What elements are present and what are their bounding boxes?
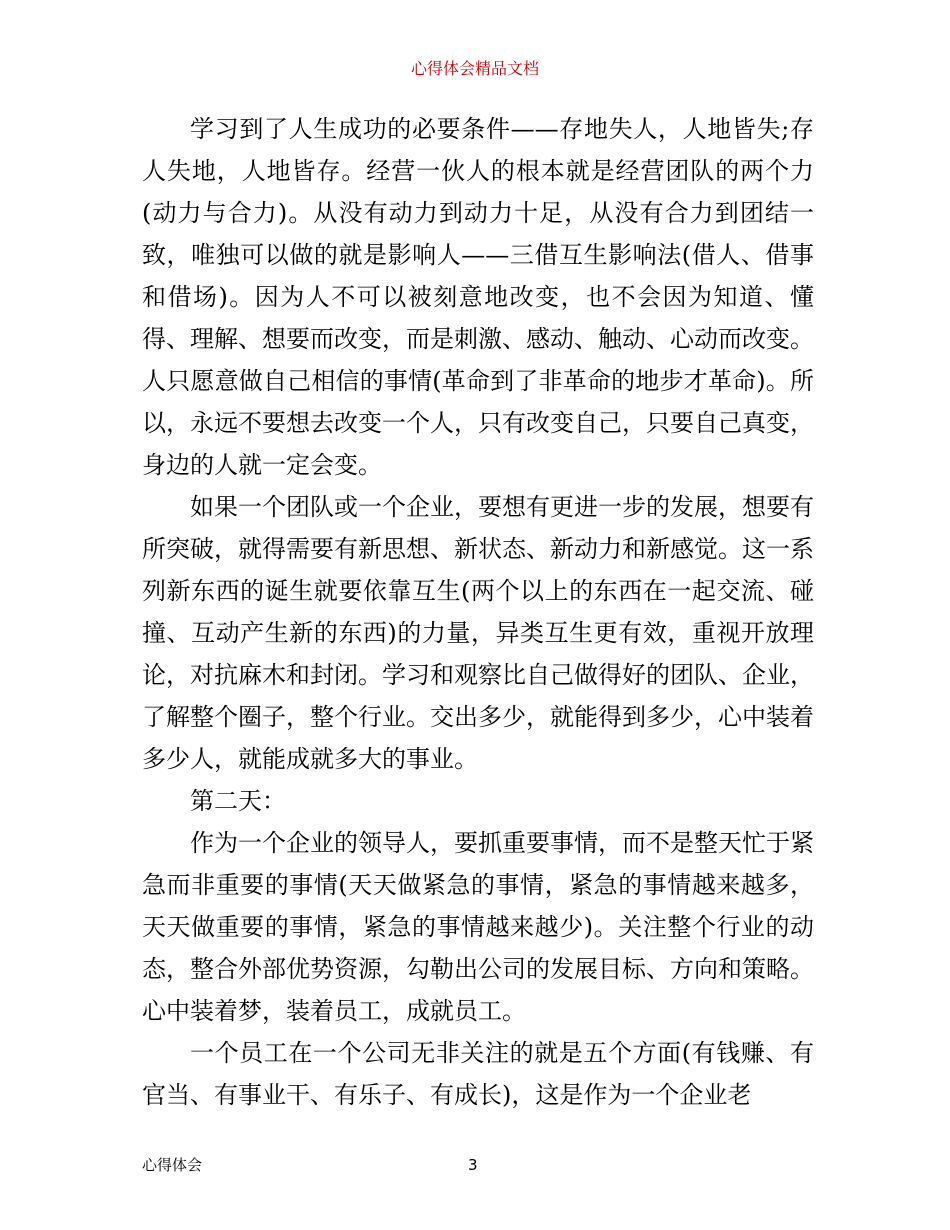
page-header-title: 心得体会精品文档 <box>410 59 539 78</box>
paragraph-3: 第二天： <box>190 787 286 815</box>
paragraph-2: 如果一个团队或一个企业，要想有更进一步的发展，想要有所突破，就得需要有新思想、新状态、新动力和新感觉。这一系列新东西的诞生就要依靠互生(两个以上的东西在一起交流、碰撞、互动产生新的东西)的力量，异类互生更有效，重视开放理论，对抗麻木和封闭。学习和观察比自己做得好的团队、企业，了解整个圈子，整个行业。交出多少，就能得到多少，心中装着多少人，就能成就多大的事业。 <box>142 493 814 773</box>
footer-page-number: 3 <box>468 1156 478 1174</box>
paragraph-5: 一个员工在一个公司无非关注的就是五个方面(有钱赚、有官当、有事业干、有乐子、有成长)，这是作为一个企业老 <box>142 1039 814 1109</box>
footer-label: 心得体会 <box>142 1156 203 1174</box>
paragraph-1: 学习到了人生成功的必要条件——存地失人，人地皆失;存人失地，人地皆存。经营一伙人的根本就是经营团队的两个力(动力与合力)。从没有动力到动力十足，从没有合力到团结一致，唯独可以做的就是影响人——三借互生影响法(借人、借事和借场)。因为人不可以被刻意地改变，也不会因为知道、懂得、理解、想要而改变，而是刺激、感动、触动、心动而改变。人只愿意做自己相信的事情(革命到了非革命的地步才革命)。所以，永远不要想去改变一个人，只有改变自己，只要自己真变，身边的人就一定会变。 <box>142 115 814 479</box>
paragraph-4: 作为一个企业的领导人，要抓重要事情，而不是整天忙于紧急而非重要的事情(天天做紧急的事情，紧急的事情越来越多，天天做重要的事情，紧急的事情越来越少)。关注整个行业的动态，整合外部优势资源，勾勒出公司的发展目标、方向和策略。心中装着梦，装着员工，成就员工。 <box>142 829 814 1025</box>
document-body <box>142 108 814 1116</box>
